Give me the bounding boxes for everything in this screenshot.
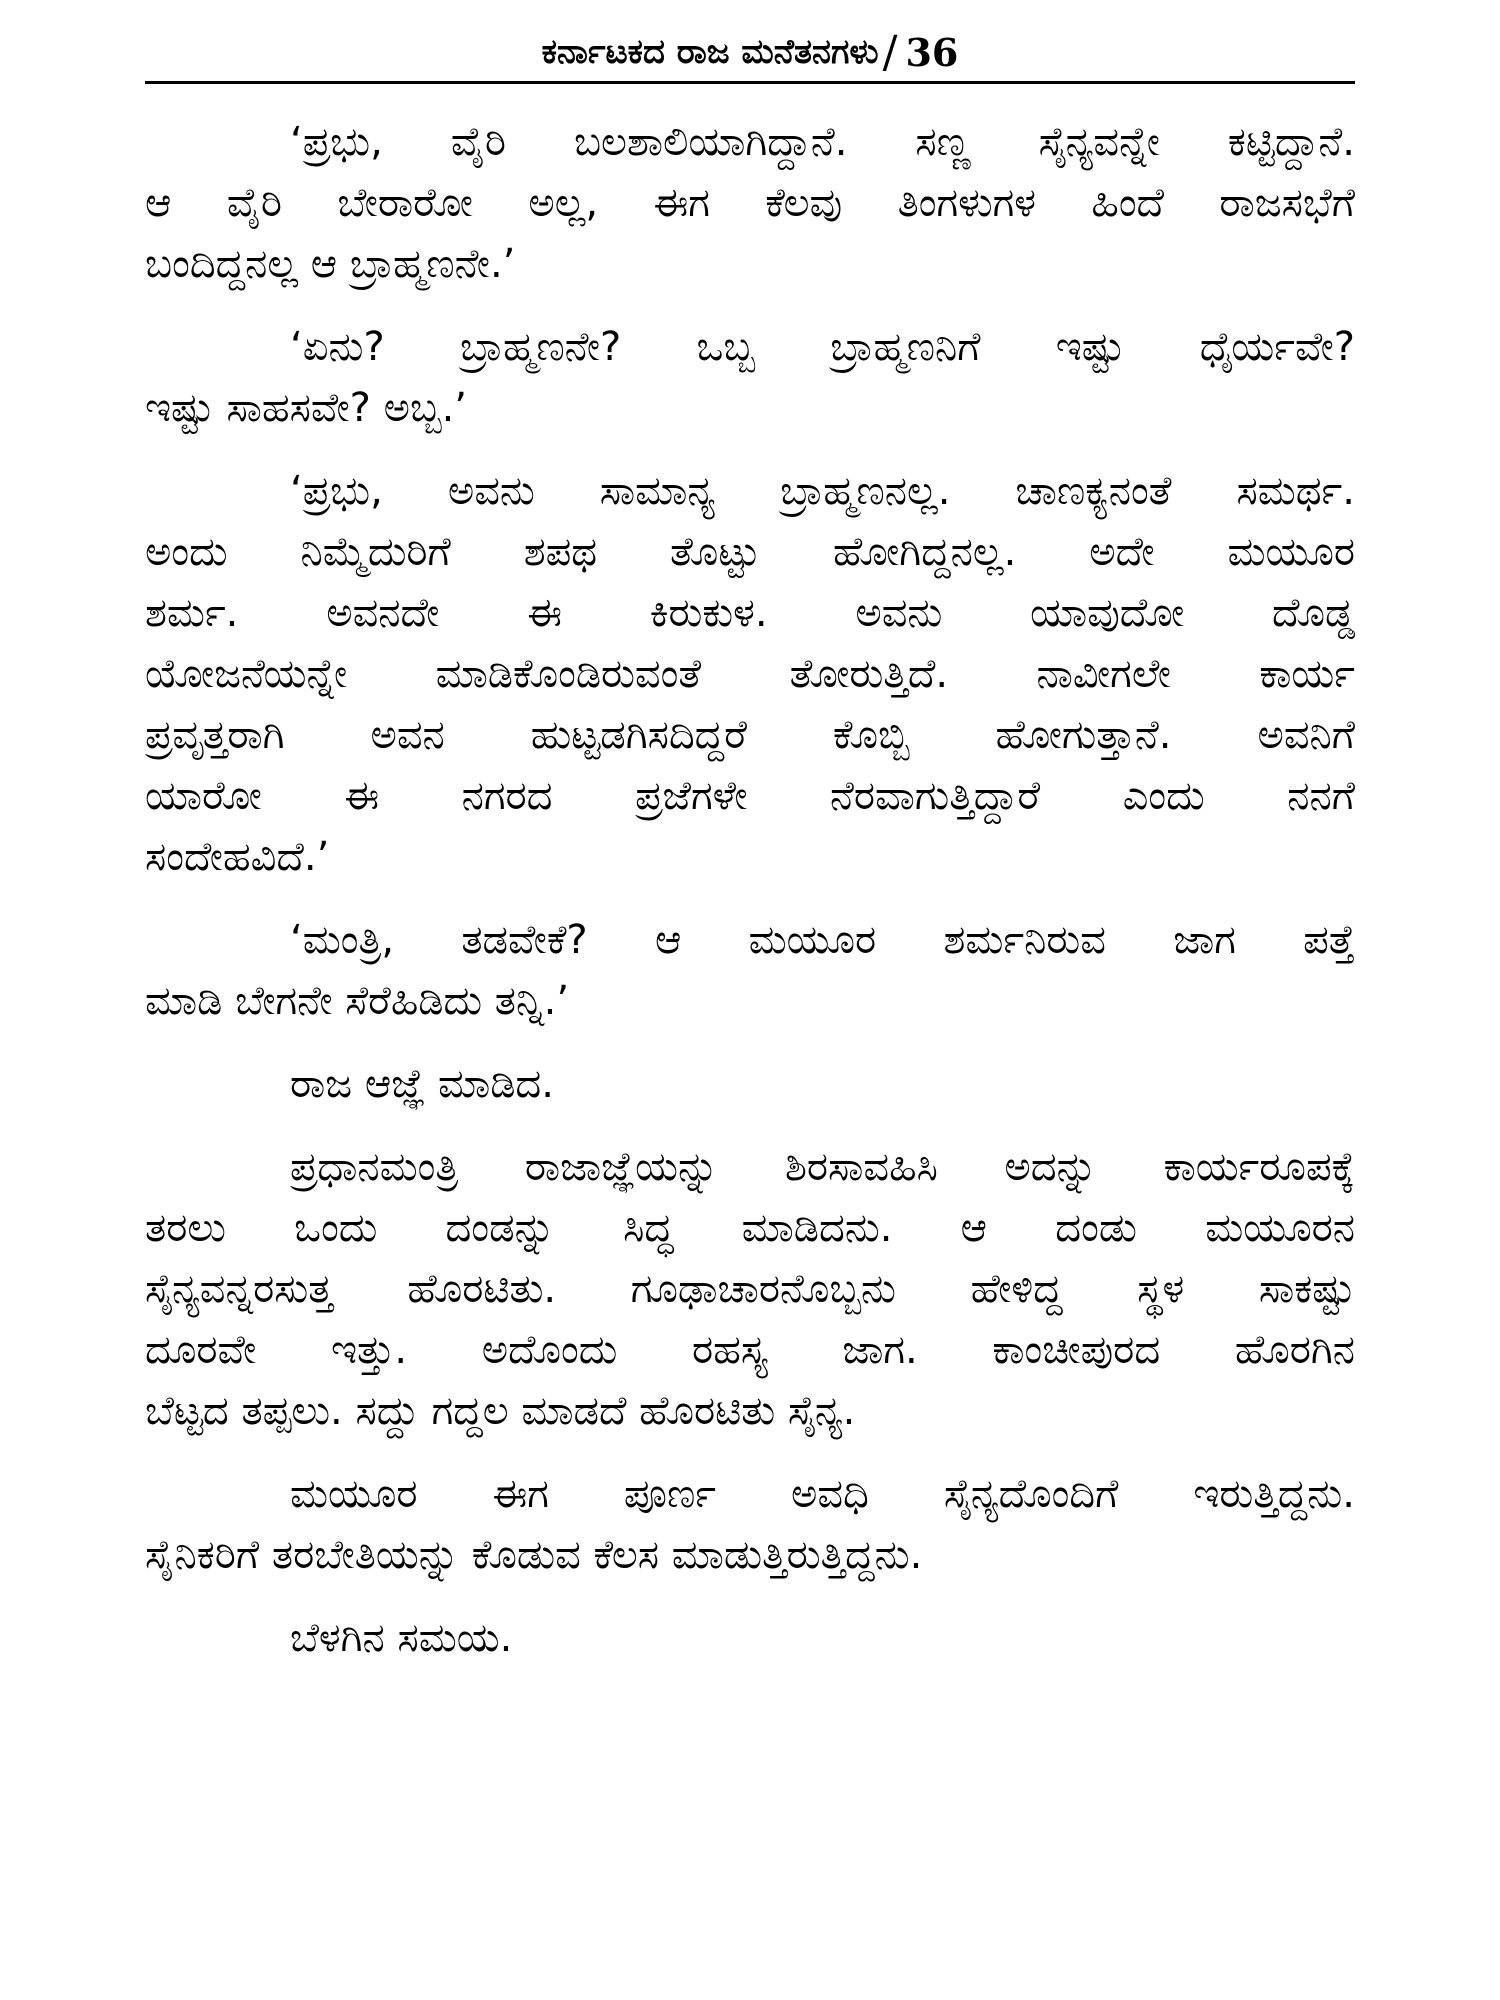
text-line: ಬೆಟ್ಟದ ತಪ್ಪಲು. ಸದ್ದು ಗದ್ದಲ ಮಾಡದೆ ಹೊರಟಿತು ಸೈನ್ಯ. [145, 1388, 856, 1434]
book-title: ಕರ್ನಾಟಕದ ರಾಜ ಮನೆತನಗಳು [541, 32, 879, 72]
text-line: ಮಾಡಿ ಬೇಗನೇ ಸೆರೆಹಿಡಿದು ತನ್ನಿ.’ [145, 978, 570, 1024]
page-number: 36 [905, 29, 959, 75]
paragraph [145, 910, 1355, 1032]
text-line: ದೂರವೇ ಇತ್ತು. ಅದೊಂದು ರಹಸ್ಯ ಜಾಗ. ಕಾಂಚೀಪುರದ ಹೊರಗಿನ [145, 1327, 1355, 1373]
text-line: ಶರ್ಮ. ಅವನದೇ ಈ ಕಿರುಕುಳ. ಅವನು ಯಾವುದೋ ದೊಡ್ಡ [145, 590, 1355, 636]
header-separator: / [882, 26, 898, 78]
text-line: ಸೈನ್ಯವನ್ನರಸುತ್ತ ಹೊರಟಿತು. ಗೂಢಾಚಾರನೊಬ್ಬನು ಹೇಳಿದ್ದ ಸ್ಥಳ ಸಾಕಷ್ಟು [145, 1266, 1355, 1312]
text-line: ಸೈನಿಕರಿಗೆ ತರಬೇತಿಯನ್ನು ಕೊಡುವ ಕೆಲಸ ಮಾಡುತ್ತಿರುತ್ತಿದ್ದನು. [145, 1532, 923, 1578]
text-line: ಯಾರೋ ಈ ನಗರದ ಪ್ರಜೆಗಳೇ ನೆರವಾಗುತ್ತಿದ್ದಾರೆ ಎಂದು ನನಗೆ [145, 773, 1355, 819]
text-line: ರಾಜ ಆಜ್ಞೆ ಮಾಡಿದ. [290, 1061, 554, 1107]
text-line: ಮಯೂರ ಈಗ ಪೂರ್ಣ ಅವಧಿ ಸೈನ್ಯದೊಂದಿಗೆ ಇರುತ್ತಿದ್ದನು. [290, 1471, 1355, 1517]
text-line: ‘ಪ್ರಭು, ವೈರಿ ಬಲಶಾಲಿಯಾಗಿದ್ದಾನೆ. ಸಣ್ಣ ಸೈನ್ಯವನ್ನೇ ಕಟ್ಟಿದ್ದಾನೆ. [290, 119, 1355, 165]
paragraph [145, 461, 1355, 888]
text-line: ಬೆಳಗಿನ ಸಮಯ. [290, 1615, 513, 1661]
paragraph [145, 112, 1355, 295]
paragraph [145, 1137, 1355, 1442]
paragraph [145, 1464, 1355, 1586]
paragraph [145, 317, 1355, 439]
text-line: ಪ್ರಧಾನಮಂತ್ರಿ ರಾಜಾಜ್ಞೆಯನ್ನು ಶಿರಸಾವಹಿಸಿ ಅದನ್ನು ಕಾರ್ಯರೂಪಕ್ಕೆ [290, 1144, 1355, 1190]
text-line: ‘ಏನು? ಬ್ರಾಹ್ಮಣನೇ? ಒಬ್ಬ ಬ್ರಾಹ್ಮಣನಿಗೆ ಇಷ್ಟು ಧೈರ್ಯವೇ? [290, 324, 1355, 370]
header-rule [145, 81, 1355, 84]
text-line: ಸಂದೇಹವಿದೆ.’ [145, 834, 330, 880]
text-line: ಅಂದು ನಿಮ್ಮೆದುರಿಗೆ ಶಪಥ ತೊಟ್ಟು ಹೋಗಿದ್ದನಲ್ಲ. ಅದೇ ಮಯೂರ [145, 529, 1355, 575]
paragraph [145, 1608, 1355, 1669]
text-line: ‘ಪ್ರಭು, ಅವನು ಸಾಮಾನ್ಯ ಬ್ರಾಹ್ಮಣನಲ್ಲ. ಚಾಣಕ್ಯನಂತೆ ಸಮರ್ಥ. [290, 468, 1355, 514]
text-line: ಯೋಜನೆಯನ್ನೇ ಮಾಡಿಕೊಂಡಿರುವಂತೆ ತೋರುತ್ತಿದೆ. ನಾವೀಗಲೇ ಕಾರ್ಯ [145, 651, 1355, 697]
body-text [145, 112, 1355, 1669]
running-header [145, 22, 1355, 82]
text-line: ಬಂದಿದ್ದನಲ್ಲ ಆ ಬ್ರಾಹ್ಮಣನೇ.’ [145, 241, 516, 287]
text-line: ಪ್ರವೃತ್ತರಾಗಿ ಅವನ ಹುಟ್ಟಡಗಿಸದಿದ್ದರೆ ಕೊಬ್ಬಿ ಹೋಗುತ್ತಾನೆ. ಅವನಿಗೆ [145, 712, 1355, 758]
text-line: ಇಷ್ಟು ಸಾಹಸವೇ? ಅಬ್ಬ.’ [145, 385, 468, 431]
text-line: ‘ಮಂತ್ರಿ, ತಡವೇಕೆ? ಆ ಮಯೂರ ಶರ್ಮನಿರುವ ಜಾಗ ಪತ್ತೆ [290, 917, 1355, 963]
text-line: ಆ ವೈರಿ ಬೇರಾರೋ ಅಲ್ಲ, ಈಗ ಕೆಲವು ತಿಂಗಳುಗಳ ಹಿಂದೆ ರಾಜಸಭೆಗೆ [145, 180, 1355, 226]
text-line: ತರಲು ಒಂದು ದಂಡನ್ನು ಸಿದ್ಧ ಮಾಡಿದನು. ಆ ದಂಡು ಮಯೂರನ [145, 1205, 1355, 1251]
paragraph [145, 1054, 1355, 1115]
